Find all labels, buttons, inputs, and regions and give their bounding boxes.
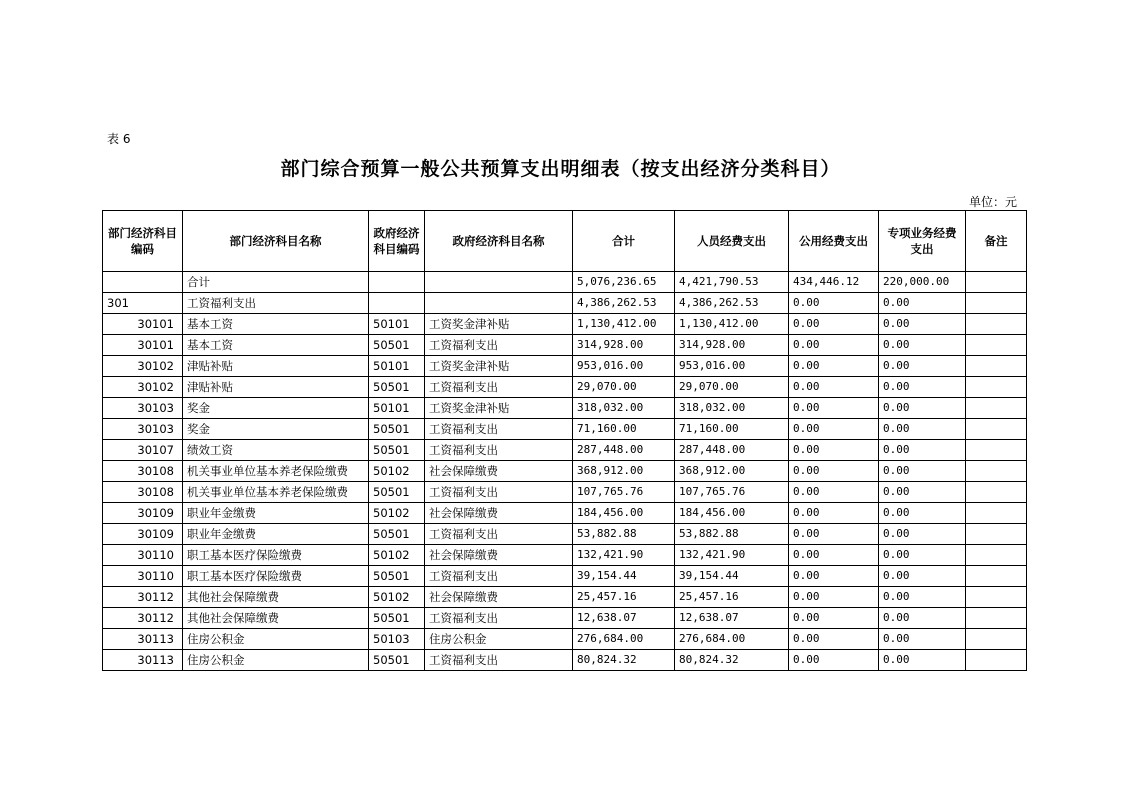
gov-code-cell: 50501 [369,377,425,398]
dept-code-cell: 30102 [103,356,183,377]
total-cell: 25,457.16 [573,587,675,608]
column-header: 人员经费支出 [675,211,789,272]
note-cell [966,461,1027,482]
gov-name-cell: 住房公积金 [425,629,573,650]
note-cell [966,524,1027,545]
gov-code-cell: 50101 [369,398,425,419]
table-header-row [103,211,1027,272]
personnel-cell: 287,448.00 [675,440,789,461]
dept-name-cell: 机关事业单位基本养老保险缴费 [183,461,369,482]
special-cell: 0.00 [879,398,966,419]
note-cell [966,629,1027,650]
personnel-cell: 12,638.07 [675,608,789,629]
dept-code-cell: 30110 [103,545,183,566]
special-cell: 0.00 [879,314,966,335]
public-cell: 0.00 [789,503,879,524]
gov-name-cell: 工资福利支出 [425,440,573,461]
public-cell: 0.00 [789,335,879,356]
dept-name-cell: 其他社会保障缴费 [183,608,369,629]
special-cell: 0.00 [879,608,966,629]
personnel-cell: 53,882.88 [675,524,789,545]
dept-code-cell: 301 [103,293,183,314]
dept-code-cell: 30107 [103,440,183,461]
gov-code-cell: 50501 [369,419,425,440]
personnel-cell: 4,421,790.53 [675,272,789,293]
dept-name-cell: 工资福利支出 [183,293,369,314]
special-cell: 0.00 [879,503,966,524]
total-cell: 276,684.00 [573,629,675,650]
total-cell: 368,912.00 [573,461,675,482]
dept-code-cell: 30113 [103,629,183,650]
gov-name-cell [425,293,573,314]
dept-code-cell: 30108 [103,461,183,482]
gov-code-cell: 50501 [369,524,425,545]
table-row [103,461,1027,482]
gov-name-cell: 社会保障缴费 [425,461,573,482]
gov-code-cell: 50501 [369,608,425,629]
gov-name-cell: 工资福利支出 [425,482,573,503]
total-cell: 132,421.90 [573,545,675,566]
table-row [103,503,1027,524]
gov-name-cell: 工资奖金津补贴 [425,356,573,377]
gov-code-cell: 50501 [369,566,425,587]
total-cell: 318,032.00 [573,398,675,419]
dept-code-cell: 30112 [103,587,183,608]
gov-code-cell: 50102 [369,587,425,608]
table-row [103,545,1027,566]
gov-name-cell: 工资福利支出 [425,650,573,671]
special-cell: 0.00 [879,482,966,503]
table-row [103,398,1027,419]
personnel-cell: 80,824.32 [675,650,789,671]
gov-name-cell [425,272,573,293]
gov-code-cell [369,293,425,314]
note-cell [966,356,1027,377]
gov-code-cell: 50103 [369,629,425,650]
public-cell: 0.00 [789,461,879,482]
dept-code-cell [103,272,183,293]
total-cell: 184,456.00 [573,503,675,524]
public-cell: 434,446.12 [789,272,879,293]
dept-name-cell: 住房公积金 [183,629,369,650]
special-cell: 0.00 [879,440,966,461]
table-row [103,608,1027,629]
total-cell: 5,076,236.65 [573,272,675,293]
personnel-cell: 953,016.00 [675,356,789,377]
gov-code-cell: 50101 [369,356,425,377]
gov-code-cell [369,272,425,293]
total-cell: 29,070.00 [573,377,675,398]
special-cell: 0.00 [879,524,966,545]
dept-name-cell: 住房公积金 [183,650,369,671]
total-cell: 80,824.32 [573,650,675,671]
special-cell: 0.00 [879,293,966,314]
personnel-cell: 25,457.16 [675,587,789,608]
public-cell: 0.00 [789,440,879,461]
dept-code-cell: 30101 [103,314,183,335]
note-cell [966,503,1027,524]
gov-name-cell: 工资福利支出 [425,377,573,398]
public-cell: 0.00 [789,629,879,650]
note-cell [966,545,1027,566]
dept-code-cell: 30113 [103,650,183,671]
table-row [103,377,1027,398]
column-header: 政府经济科目名称 [425,211,573,272]
column-header: 政府经济科目编码 [369,211,425,272]
gov-name-cell: 工资福利支出 [425,419,573,440]
note-cell [966,482,1027,503]
column-header: 部门经济科目名称 [183,211,369,272]
gov-name-cell: 社会保障缴费 [425,587,573,608]
dept-code-cell: 30110 [103,566,183,587]
note-cell [966,272,1027,293]
personnel-cell: 314,928.00 [675,335,789,356]
dept-name-cell: 职工基本医疗保险缴费 [183,545,369,566]
dept-code-cell: 30109 [103,503,183,524]
dept-name-cell: 奖金 [183,419,369,440]
special-cell: 0.00 [879,356,966,377]
public-cell: 0.00 [789,587,879,608]
table-row [103,482,1027,503]
budget-expenditure-table [102,210,1027,671]
personnel-cell: 318,032.00 [675,398,789,419]
special-cell: 0.00 [879,566,966,587]
dept-code-cell: 30103 [103,419,183,440]
public-cell: 0.00 [789,608,879,629]
total-cell: 953,016.00 [573,356,675,377]
dept-name-cell: 绩效工资 [183,440,369,461]
special-cell: 0.00 [879,335,966,356]
note-cell [966,419,1027,440]
table-row [103,650,1027,671]
special-cell: 220,000.00 [879,272,966,293]
note-cell [966,440,1027,461]
column-header: 公用经费支出 [789,211,879,272]
note-cell [966,608,1027,629]
special-cell: 0.00 [879,545,966,566]
personnel-cell: 276,684.00 [675,629,789,650]
dept-code-cell: 30112 [103,608,183,629]
personnel-cell: 1,130,412.00 [675,314,789,335]
dept-name-cell: 基本工资 [183,314,369,335]
total-cell: 39,154.44 [573,566,675,587]
personnel-cell: 368,912.00 [675,461,789,482]
gov-code-cell: 50501 [369,482,425,503]
dept-code-cell: 30101 [103,335,183,356]
gov-code-cell: 50501 [369,650,425,671]
note-cell [966,566,1027,587]
dept-name-cell: 职工基本医疗保险缴费 [183,566,369,587]
unit-label: 单位：元 [968,195,1017,209]
gov-code-cell: 50501 [369,335,425,356]
table-row [103,356,1027,377]
note-cell [966,335,1027,356]
total-cell: 4,386,262.53 [573,293,675,314]
note-cell [966,650,1027,671]
public-cell: 0.00 [789,419,879,440]
total-cell: 1,130,412.00 [573,314,675,335]
dept-name-cell: 基本工资 [183,335,369,356]
public-cell: 0.00 [789,545,879,566]
total-cell: 314,928.00 [573,335,675,356]
dept-code-cell: 30109 [103,524,183,545]
total-cell: 53,882.88 [573,524,675,545]
dept-name-cell: 合计 [183,272,369,293]
total-cell: 12,638.07 [573,608,675,629]
table-row [103,272,1027,293]
gov-name-cell: 工资福利支出 [425,566,573,587]
gov-code-cell: 50102 [369,503,425,524]
dept-name-cell: 奖金 [183,398,369,419]
public-cell: 0.00 [789,566,879,587]
note-cell [966,587,1027,608]
gov-name-cell: 工资福利支出 [425,608,573,629]
gov-code-cell: 50101 [369,314,425,335]
public-cell: 0.00 [789,398,879,419]
dept-name-cell: 机关事业单位基本养老保险缴费 [183,482,369,503]
table-row [103,314,1027,335]
table-row [103,419,1027,440]
gov-name-cell: 社会保障缴费 [425,503,573,524]
public-cell: 0.00 [789,482,879,503]
total-cell: 287,448.00 [573,440,675,461]
special-cell: 0.00 [879,377,966,398]
personnel-cell: 71,160.00 [675,419,789,440]
dept-name-cell: 职业年金缴费 [183,524,369,545]
personnel-cell: 132,421.90 [675,545,789,566]
note-cell [966,314,1027,335]
public-cell: 0.00 [789,356,879,377]
gov-name-cell: 工资福利支出 [425,524,573,545]
table-row [103,440,1027,461]
public-cell: 0.00 [789,377,879,398]
special-cell: 0.00 [879,650,966,671]
table-row [103,629,1027,650]
total-cell: 71,160.00 [573,419,675,440]
personnel-cell: 39,154.44 [675,566,789,587]
table-row [103,335,1027,356]
personnel-cell: 184,456.00 [675,503,789,524]
special-cell: 0.00 [879,587,966,608]
public-cell: 0.00 [789,314,879,335]
gov-code-cell: 50102 [369,461,425,482]
dept-name-cell: 其他社会保障缴费 [183,587,369,608]
column-header: 部门经济科目编码 [103,211,183,272]
total-cell: 107,765.76 [573,482,675,503]
dept-code-cell: 30102 [103,377,183,398]
personnel-cell: 29,070.00 [675,377,789,398]
gov-name-cell: 工资福利支出 [425,335,573,356]
table-body [103,272,1027,671]
table-row [103,587,1027,608]
personnel-cell: 4,386,262.53 [675,293,789,314]
column-header: 专项业务经费支出 [879,211,966,272]
special-cell: 0.00 [879,629,966,650]
personnel-cell: 107,765.76 [675,482,789,503]
column-header: 合计 [573,211,675,272]
public-cell: 0.00 [789,293,879,314]
public-cell: 0.00 [789,524,879,545]
gov-code-cell: 50102 [369,545,425,566]
public-cell: 0.00 [789,650,879,671]
dept-name-cell: 津贴补贴 [183,377,369,398]
gov-name-cell: 工资奖金津补贴 [425,398,573,419]
gov-name-cell: 工资奖金津补贴 [425,314,573,335]
page-title: 部门综合预算一般公共预算支出明细表（按支出经济分类科目） [280,158,841,180]
column-header: 备注 [966,211,1027,272]
dept-name-cell: 津贴补贴 [183,356,369,377]
note-cell [966,398,1027,419]
dept-code-cell: 30103 [103,398,183,419]
note-cell [966,377,1027,398]
gov-code-cell: 50501 [369,440,425,461]
table-row [103,293,1027,314]
table-row [103,524,1027,545]
dept-code-cell: 30108 [103,482,183,503]
special-cell: 0.00 [879,461,966,482]
gov-name-cell: 社会保障缴费 [425,545,573,566]
note-cell [966,293,1027,314]
special-cell: 0.00 [879,419,966,440]
table-row [103,566,1027,587]
table-number: 表 6 [107,132,131,146]
dept-name-cell: 职业年金缴费 [183,503,369,524]
